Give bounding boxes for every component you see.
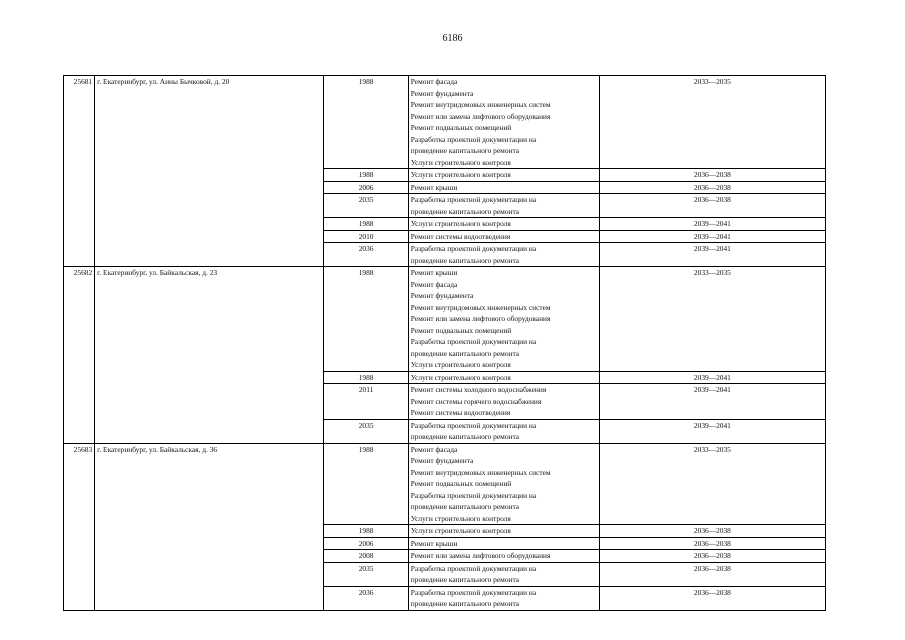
entry-works	[408, 371, 599, 384]
entry-period: 2033—2035	[599, 76, 825, 169]
work-item: Ремонт или замена лифтового оборудования	[410, 551, 551, 560]
entry-works	[408, 230, 599, 243]
entry-year: 2006	[324, 537, 408, 550]
work-item: проведение капитального ремонта	[410, 206, 520, 216]
work-item: Ремонт внутридомовых инженерных систем	[410, 467, 551, 477]
work-item: Разработка проектной документации на	[410, 420, 537, 430]
work-item: проведение капитального ремонта	[410, 502, 520, 511]
work-item: Ремонт крыши	[410, 538, 458, 548]
work-item: Ремонт системы горячего водоснабжения	[410, 396, 542, 406]
work-item: Разработка проектной документации на	[410, 134, 537, 144]
entry-works	[408, 181, 599, 194]
work-item: Разработка проектной документации на	[410, 244, 537, 253]
record-address: г. Екатеринбург, ул. Байкальская, д. 23	[95, 267, 324, 444]
work-item: Услуги строительного контроля	[410, 360, 511, 369]
work-item: Услуги строительного контроля	[410, 219, 511, 228]
entry-works	[408, 169, 599, 182]
entry-works	[408, 267, 599, 372]
entry-works	[408, 243, 599, 267]
entry-period: 2033—2035	[599, 443, 825, 525]
work-item: Ремонт фундамента	[410, 456, 474, 465]
entry-period: 2036—2038	[599, 194, 825, 218]
work-item: Ремонт или замена лифтового оборудования	[410, 314, 551, 323]
entry-period: 2033—2035	[599, 267, 825, 372]
work-item: Услуги строительного контроля	[410, 170, 511, 179]
work-item: Ремонт подвальных помещений	[410, 123, 512, 132]
work-item: Услуги строительного контроля	[410, 526, 511, 535]
work-item: Разработка проектной документации на	[410, 587, 537, 597]
entry-period: 2039—2041	[599, 384, 825, 420]
work-item: Ремонт системы холодного водоснабжения	[410, 385, 547, 394]
entry-year: 2035	[324, 562, 408, 586]
entry-year: 1988	[324, 371, 408, 384]
work-item: Ремонт крыши	[410, 182, 458, 192]
record-number: 25682	[64, 267, 95, 444]
work-item: Ремонт внутридомовых инженерных систем	[410, 100, 551, 109]
entry-works	[408, 384, 599, 420]
entry-period: 2039—2041	[599, 230, 825, 243]
entry-works	[408, 218, 599, 231]
capital-repair-table	[63, 75, 826, 611]
registry-table-frame	[63, 75, 826, 608]
work-item: Разработка проектной документации на	[410, 563, 537, 573]
work-item: проведение капитального ремонта	[410, 348, 520, 358]
work-item: Ремонт системы водоотведения	[410, 231, 511, 241]
work-item: Ремонт фасада	[410, 279, 458, 289]
work-item: Разработка проектной документации на	[410, 490, 537, 500]
entry-period: 2036—2038	[599, 550, 825, 563]
work-item: Ремонт фасада	[410, 444, 458, 454]
entry-year: 1988	[324, 218, 408, 231]
work-item: Ремонт фундамента	[410, 291, 474, 300]
entry-year: 1988	[324, 443, 408, 525]
entry-period: 2036—2038	[599, 562, 825, 586]
work-item: Услуги строительного контроля	[410, 513, 511, 523]
entry-period: 2039—2041	[599, 218, 825, 231]
work-item: Ремонт фасада	[410, 77, 458, 86]
work-item: проведение капитального ремонта	[410, 599, 520, 608]
entry-period: 2039—2041	[599, 419, 825, 443]
registry-table-body	[64, 76, 826, 611]
work-item: проведение капитального ремонта	[410, 146, 520, 155]
entry-period: 2039—2041	[599, 243, 825, 267]
table-row	[64, 267, 826, 372]
work-item: Услуги строительного контроля	[410, 372, 511, 382]
work-item: проведение капитального ремонта	[410, 432, 520, 441]
entry-period: 2036—2038	[599, 525, 825, 538]
record-number: 25681	[64, 76, 95, 267]
entry-period: 2036—2038	[599, 586, 825, 610]
work-item: Разработка проектной документации на	[410, 195, 537, 204]
work-item: Услуги строительного контроля	[410, 157, 511, 167]
entry-year: 2036	[324, 586, 408, 610]
entry-period: 2036—2038	[599, 537, 825, 550]
entry-works	[408, 525, 599, 538]
entry-period: 2036—2038	[599, 181, 825, 194]
work-item: Ремонт системы водоотведения	[410, 408, 511, 417]
page-number: 6186	[442, 33, 463, 44]
entry-year: 1988	[324, 525, 408, 538]
entry-year: 2010	[324, 230, 408, 243]
entry-year: 2008	[324, 550, 408, 563]
work-item: Ремонт или замена лифтового оборудования	[410, 111, 551, 121]
record-number: 25683	[64, 443, 95, 610]
work-item: Ремонт подвальных помещений	[410, 479, 512, 488]
entry-period: 2036—2038	[599, 169, 825, 182]
entry-works	[408, 562, 599, 586]
table-row	[64, 443, 826, 525]
work-item: Разработка проектной документации на	[410, 337, 537, 346]
entry-year: 1988	[324, 267, 408, 372]
work-item: Ремонт крыши	[410, 268, 458, 277]
entry-year: 1988	[324, 76, 408, 169]
table-row	[64, 76, 826, 169]
work-item: проведение капитального ремонта	[410, 255, 520, 265]
entry-works	[408, 537, 599, 550]
work-item: Ремонт подвальных помещений	[410, 325, 512, 335]
entry-works	[408, 550, 599, 563]
entry-period: 2039—2041	[599, 371, 825, 384]
work-item: Ремонт внутридомовых инженерных систем	[410, 302, 551, 312]
record-address: г. Екатеринбург, ул. Байкальская, д. 36	[95, 443, 324, 610]
record-address: г. Екатеринбург, ул. Анны Бычковой, д. 20	[95, 76, 324, 267]
entry-works	[408, 76, 599, 169]
entry-year: 2035	[324, 419, 408, 443]
entry-year: 1988	[324, 169, 408, 182]
entry-year: 2006	[324, 181, 408, 194]
entry-year: 2035	[324, 194, 408, 218]
entry-works	[408, 194, 599, 218]
entry-year: 2011	[324, 384, 408, 420]
entry-works	[408, 586, 599, 610]
entry-works	[408, 419, 599, 443]
work-item: Ремонт фундамента	[410, 88, 474, 98]
entry-works	[408, 443, 599, 525]
entry-year: 2036	[324, 243, 408, 267]
work-item: проведение капитального ремонта	[410, 575, 520, 584]
